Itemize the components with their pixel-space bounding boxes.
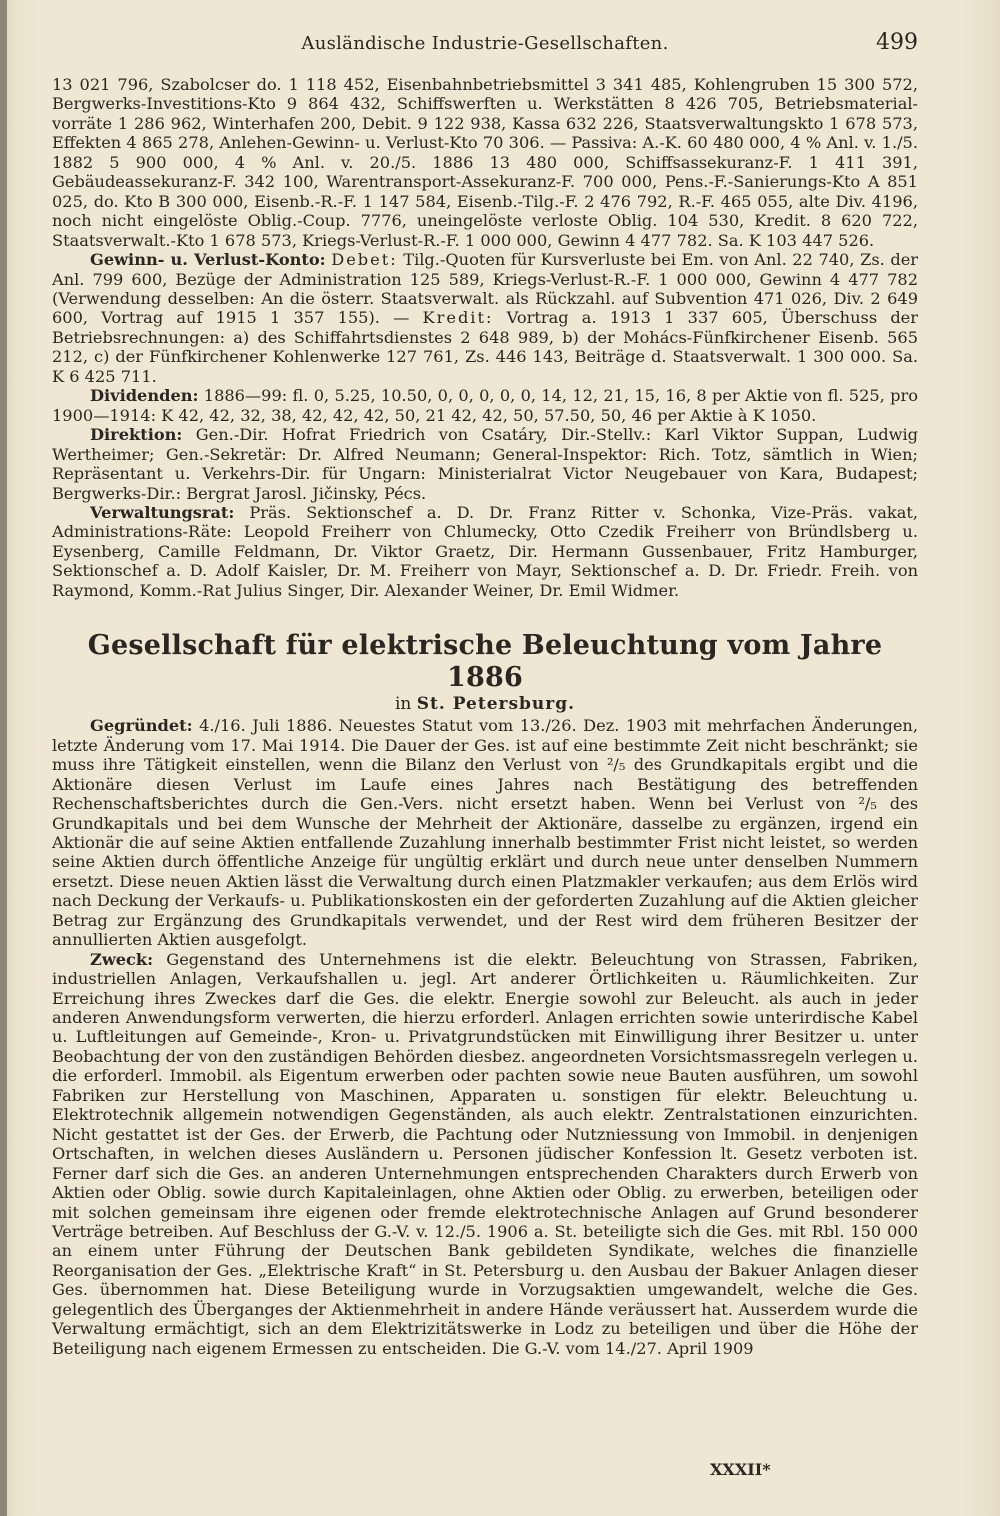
- direktion-label: Direktion:: [90, 425, 183, 445]
- gegruendet-text: 4./16. Juli 1886. Neuestes Statut vom 13./26. Dez. 1903 mit mehrfachen Änderungen, letzte Änderung vom 17. Mai 1914. Die Dauer der Ges. ist auf eine bestimmte Zeit nicht beschränkt; sie muss ihre Tätigkeit einstellen, wenn die Bilanz den Verlust von ²/₅ des Grundkapitals ergibt und die Aktionäre diesen Verlust im Laufe eines Jahres nach Bestätigung des betreffenden Rechenschaftsberichtes durch die Gen.-Vers. nicht ersetzt haben. Wenn bei Verlust von ²/₅ des Grundkapitals und bei dem Wunsche der Mehrheit der Aktionäre, dasselbe zu ergänzen, irgend ein Aktionär die auf seine Aktien entfallende Zuzahlung innerhalb bestimmter Frist nicht leistet, so werden seine Aktien durch öffentliche Anzeige für ungültig erklärt und durch neue unter denselben Nummern ersetzt. Diese neuen Aktien lässt die Verwaltung durch einen Platzmakler verkaufen; aus dem Erlös wird nach Deckung der Verkaufs- u. Publikationskosten ein der geforderten Zuzahlung auf die Aktien gleicher Betrag zur Ergänzung des Grundkapitals verwendet, und der Rest wird dem früheren Besitzer der annullierten Aktien ausgefolgt.: [52, 716, 918, 950]
- subtitle-city: St. Petersburg.: [416, 694, 576, 715]
- signature-mark: XXXII*: [710, 1460, 771, 1479]
- debet-label: Debet:: [331, 250, 398, 270]
- page-body: [52, 75, 918, 1358]
- subtitle-prefix: in: [394, 694, 412, 715]
- bilanz-paragraph: 13 021 796, Szabolcser do. 1 118 452, Eisenbahnbetriebsmittel 3 341 485, Kohlengruben 15 300 572, Bergwerks-Investitions-Kto 9 864 432, Schiffswerften u. Werkstätten 8 426 705, Betriebsmaterial-vorräte 1 286 962, Winterhafen 200, Debit. 9 122 938, Kassa 632 226, Staatsverwaltungskto 1 678 573, Effekten 4 865 278, Anlehen-Gewinn- u. Verlust-Kto 70 306. — Passiva: A.-K. 60 480 000, 4 % Anl. v. 1./5. 1882 5 900 000, 4 % Anl. v. 20./5. 1886 13 480 000, Schiffsassekuranz-F. 1 411 391, Gebäudeassekuranz-F. 342 100, Warentransport-Assekuranz-F. 700 000, Pens.-F.-Sanierungs-Kto A 851 025, do. Kto B 300 000, Eisenb.-R.-F. 1 147 584, Eisenb.-Tilg.-F. 2 476 792, R.-F. 465 055, alte Div. 4196, noch nicht eingelöste Oblig.-Coup. 7776, uneingelöste verloste Oblig. 104 530, Kredit. 8 620 722, Staatsverwalt.-Kto 1 678 573, Kriegs-Verlust-R.-F. 1 000 000, Gewinn 4 477 782. Sa. K 103 447 526.: [52, 75, 918, 250]
- verwaltungsrat-label: Verwaltungsrat:: [90, 502, 235, 522]
- gegruendet-paragraph: [52, 716, 918, 949]
- kredit-label: Kredit:: [422, 308, 494, 328]
- dividenden-text: 1886—99: fl. 0, 5.25, 10.50, 0, 0, 0, 0, 0, 14, 12, 21, 15, 16, 8 per Aktie von fl. 525, pro 1900—1914: K 42, 42, 32, 38, 42, 42, 42, 50, 21 42, 42, 50, 57.50, 50, 46 per Aktie à K 1050.: [52, 386, 918, 425]
- kredit-text: Vortrag a. 1913 1 337 605, Überschuss der Betriebsrechnungen: a) des Schiffahrtsdienstes 2 648 989, b) der Mohács-Fünfkirchener Eisenb. 565 212, c) der Fünfkirchener Kohlenwerke 127 761, Zs. 446 143, Beiträge d. Staatsverwalt. 1 300 000. Sa. K 6 425 711.: [52, 308, 918, 386]
- company-title: Gesellschaft für elektrische Beleuchtung vom Jahre 1886: [87, 630, 883, 694]
- direktion-paragraph: [52, 425, 918, 503]
- company-subtitle: [52, 694, 918, 714]
- zweck-text: Gegenstand des Unternehmens ist die elektr. Beleuchtung von Strassen, Fabriken, industriellen Anlagen, Verkaufshallen u. jegl. Art anderer Örtlichkeiten u. Räumlichkeiten. Zur Erreichung ihres Zweckes darf die Ges. die elektr. Energie sowohl zur Beleucht. als auch in jeder anderen Anwendungsform verwerten, die hierzu erforderl. Anlagen errichten sowie unterirdische Kabel u. Luftleitungen auf Gemeinde-, Kron- u. Privatgrundstücken mit Einwilligung ihrer Besitzer u. unter Beobachtung der von den zuständigen Behörden diesbez. angeordneten Vorsichtsmassregeln verlegen u. die erforderl. Immobil. als Eigentum erwerben oder pachten sowie neue Bauten ausführen, um sowohl Fabriken zur Herstellung von Maschinen, Apparaten u. sonstigen für elektr. Beleuchtung u. Elektrotechnik allgemein notwendigen Gegenständen, als auch elektr. Zentralstationen einzurichten. Nicht gestattet ist der Ges. der Erwerb, die Pachtung oder Nutzniessung von Immobil. in denjenigen Ortschaften, in welchen dieses Ausländern u. Personen jüdischer Konfession lt. Gesetz verboten ist. Ferner darf sich die Ges. an anderen Unternehmungen entsprechenden Charakters durch Erwerb von Aktien oder Oblig. sowie durch Kapitaleinlagen, ohne Aktien oder Oblig. zu erwerben, beteiligen oder mit solchen gemeinsam ihre eigenen oder fremde elektrotechnische Anlagen auf Grund besonderer Verträge betreiben. Auf Beschluss der G.-V. v. 12./5. 1906 a. St. beteiligte sich die Ges. mit Rbl. 150 000 an einem unter Führung der Deutschen Bank gebildeten Syndikate, welches die finanzielle Reorganisation der Ges. „Elektrische Kraft“ in St. Petersburg u. den Ausbau der Bakuer Anlagen dieser Ges. übernommen hat. Diese Beteiligung wurde in Vorzugsaktien umgewandelt, welche die Ges. gelegentlich des Überganges der Aktienmehrheit in andere Hände veräussert hat. Ausserdem wurde die Verwaltung ermächtigt, sich an dem Elektrizitätswerke in Lodz zu beteiligen und über die Höhe der Beteiligung nach eigenem Ermessen zu entscheiden. Die G.-V. vom 14./27. April 1909: [52, 949, 918, 1358]
- verwaltungsrat-text: Präs. Sektionschef a. D. Dr. Franz Ritter v. Schonka, Vize-Präs. vakat, Administrations-Räte: Leopold Freiherr von Chlumecky, Otto Czedik Freiherr von Bründlsberg u. Eysenberg, Camille Feldmann, Dr. Viktor Graetz, Dir. Hermann Gussenbauer, Fritz Hamburger, Sektionschef a. D. Adolf Kaisler, Dr. M. Freiherr von Mayr, Sektionschef a. D. Dr. Friedr. Freih. von Raymond, Komm.-Rat Julius Singer, Dir. Alexander Weiner, Dr. Emil Widmer.: [52, 502, 918, 600]
- page-header: [52, 30, 918, 60]
- dividenden-label: Dividenden:: [90, 386, 199, 406]
- verwaltungsrat-paragraph: [52, 503, 918, 600]
- gewinn-verlust-label: Gewinn- u. Verlust-Konto:: [90, 250, 326, 270]
- zweck-label: Zweck:: [90, 949, 154, 969]
- page-number: 499: [876, 30, 918, 55]
- binding-edge: [0, 0, 7, 1516]
- gewinn-verlust-paragraph: [52, 250, 918, 386]
- gegruendet-label: Gegründet:: [90, 716, 193, 736]
- direktion-text: Gen.-Dir. Hofrat Friedrich von Csatáry, Dir.-Stellv.: Karl Viktor Suppan, Ludwig Wertheimer; Gen.-Sekretär: Dr. Alfred Neumann; General-Inspektor: Rich. Totz, sämtlich in Wien; Repräsentant u. Verkehrs-Dir. für Ungarn: Ministerialrat Victor Neugebauer von Kara, Budapest; Bergwerks-Dir.: Bergrat Jarosl. Jičinsky, Pécs.: [52, 425, 918, 503]
- zweck-paragraph: [52, 950, 918, 1359]
- debet-text: Tilg.-Quoten für Kursverluste bei Em. von Anl. 22 740, Zs. der Anl. 799 600, Bezüge der Administration 125 589, Kriegs-Verlust-R.-F. 1 000 000, Gewinn 4 477 782 (Verwendung desselben: An die österr. Staatsverwalt. als Rückzahl. auf Subvention 471 026, Div. 2 649 600, Vortrag auf 1915 1 357 155). —: [52, 250, 919, 328]
- dividenden-paragraph: [52, 386, 918, 425]
- running-title: Ausländische Industrie-Gesellschaften.: [301, 33, 669, 54]
